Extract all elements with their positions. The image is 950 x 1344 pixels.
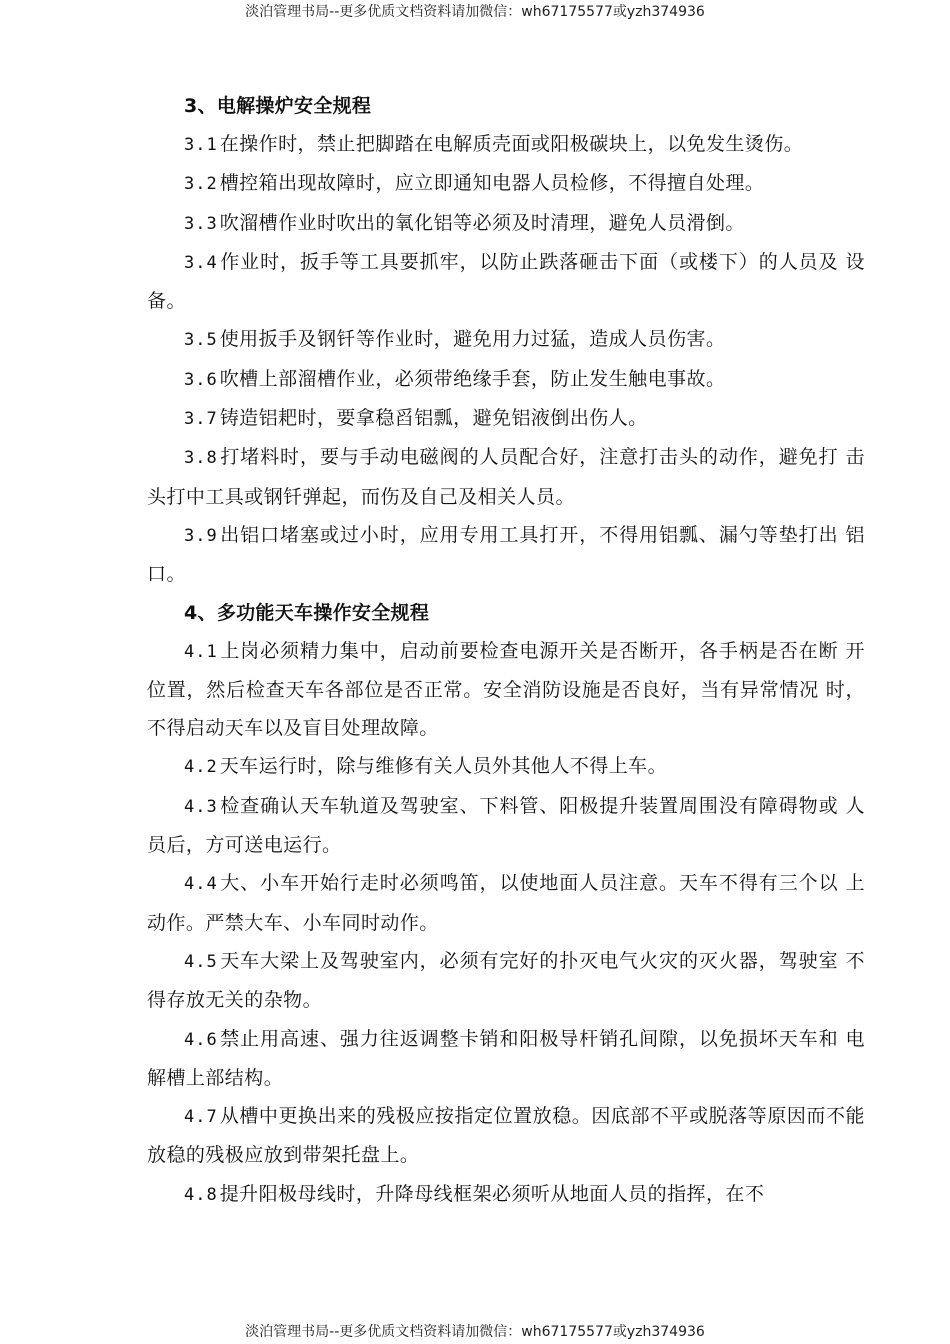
clause-number: 3.2 — [184, 174, 218, 195]
clause-3-6 — [147, 360, 865, 399]
clause-number: 4.3 — [184, 796, 218, 817]
clause-3-9 — [147, 516, 865, 594]
clause-4-8 — [147, 1175, 865, 1214]
clause-4-5 — [147, 942, 865, 1020]
clause-text: 槽控箱出现故障时，应立即通知电器人员检修，不得擅自处理。 — [219, 172, 765, 195]
clause-number: 3.4 — [184, 252, 218, 273]
clause-text: 在操作时，禁止把脚踏在电解质壳面或阳极碳块上，以免发生烫伤。 — [219, 133, 804, 155]
clause-text: 禁止用高速、强力往返调整卡销和阳极导杆销孔间隙，以免损坏天车和 电解槽上部结构。 — [147, 1027, 865, 1089]
clause-number: 4.6 — [184, 1029, 218, 1050]
page-footer: 淡泊管理书局--更多优质文档资料请加微信：wh67175577或yzh374936 — [245, 1324, 705, 1340]
clause-text: 检查确认天车轨道及驾驶室、下料管、阳极提升装置周围没有障碍物或 人员后，方可送电运行。 — [147, 794, 865, 857]
clause-4-3 — [147, 787, 865, 865]
clause-number: 3.1 — [184, 135, 218, 155]
clause-text: 大、小车开始行走时必须鸣笛，以使地面人员注意。天车不得有三个以 上动作。严禁大车、小车同时动作。 — [147, 872, 865, 934]
clause-text: 出铝口堵塞或过小时，应用专用工具打开，不得用铝瓢、漏勺等垫打出 铝口。 — [147, 523, 865, 586]
clause-number: 4.8 — [184, 1184, 218, 1205]
clause-4-4 — [147, 864, 865, 942]
clause-3-4 — [147, 243, 865, 321]
clause-number: 4.7 — [184, 1107, 218, 1128]
clause-text: 使用扳手及钢钎等作业时，避免用力过猛，造成人员伤害。 — [219, 328, 726, 351]
clause-text: 打堵料时，要与手动电磁阀的人员配合好，注意打击头的动作，避免打 击头打中工具或钢钎弹起，而伤及自己及相关人员。 — [147, 446, 865, 508]
clause-number: 3.5 — [184, 330, 218, 351]
clause-4-2 — [147, 747, 865, 786]
section-heading: 4、多功能天车操作安全规程 — [184, 601, 430, 624]
clause-text: 从槽中更换出来的残极应按指定位置放稳。因底部不平或脱落等原因而不能放稳的残极应放到带架托盘上。 — [147, 1105, 865, 1167]
clause-number: 3.9 — [184, 525, 218, 546]
clause-text: 天车大梁上及驾驶室内，必须有完好的扑灭电气火灾的灭火器，驾驶室 不得存放无关的杂物。 — [147, 949, 865, 1012]
clause-number: 3.7 — [184, 409, 218, 430]
clause-3-7 — [147, 399, 865, 438]
page-header: 淡泊管理书局--更多优质文档资料请加微信：wh67175577或yzh374936 — [245, 4, 705, 20]
clause-3-5 — [147, 320, 865, 359]
clause-number: 4.5 — [184, 951, 218, 972]
clause-4-7 — [147, 1097, 865, 1175]
document-body — [147, 87, 865, 1214]
clause-text: 作业时，扳手等工具要抓牢，以防止跌落砸击下面（或楼下）的人员及 设备。 — [147, 250, 865, 313]
clause-4-6 — [147, 1020, 865, 1098]
clause-text: 吹槽上部溜槽作业，必须带绝缘手套，防止发生触电事故。 — [219, 367, 726, 390]
clause-text: 上岗必须精力集中，启动前要检查电源开关是否断开，各手柄是否在断 开位置，然后检查天车各部位是否正常。安全消防设施是否良好，当有异常情况 时，不得启动天车以及盲目处理故障。 — [147, 639, 865, 740]
clause-text: 吹溜槽作业时吹出的氧化铝等必须及时清理，避免人员滑倒。 — [219, 211, 745, 234]
section-heading: 3、电解操炉安全规程 — [184, 95, 372, 117]
clause-3-2 — [147, 164, 865, 203]
clause-text: 铸造铝耙时，要拿稳舀铝瓢，避免铝液倒出伤人。 — [219, 407, 648, 430]
clause-4-1 — [147, 632, 865, 748]
clause-3-8 — [147, 438, 865, 516]
clause-3-3 — [147, 204, 865, 243]
clause-number: 3.3 — [184, 213, 218, 234]
clause-text: 天车运行时，除与维修有关人员外其他人不得上车。 — [219, 755, 668, 778]
clause-number: 3.8 — [184, 448, 218, 469]
clause-number: 4.1 — [184, 641, 218, 662]
clause-3-1 — [147, 125, 865, 164]
clause-number: 3.6 — [184, 369, 218, 390]
clause-number: 4.2 — [184, 757, 218, 778]
clause-number: 4.4 — [184, 874, 218, 895]
clause-text: 提升阳极母线时，升降母线框架必须听从地面人员的指挥，在不 — [219, 1182, 765, 1205]
